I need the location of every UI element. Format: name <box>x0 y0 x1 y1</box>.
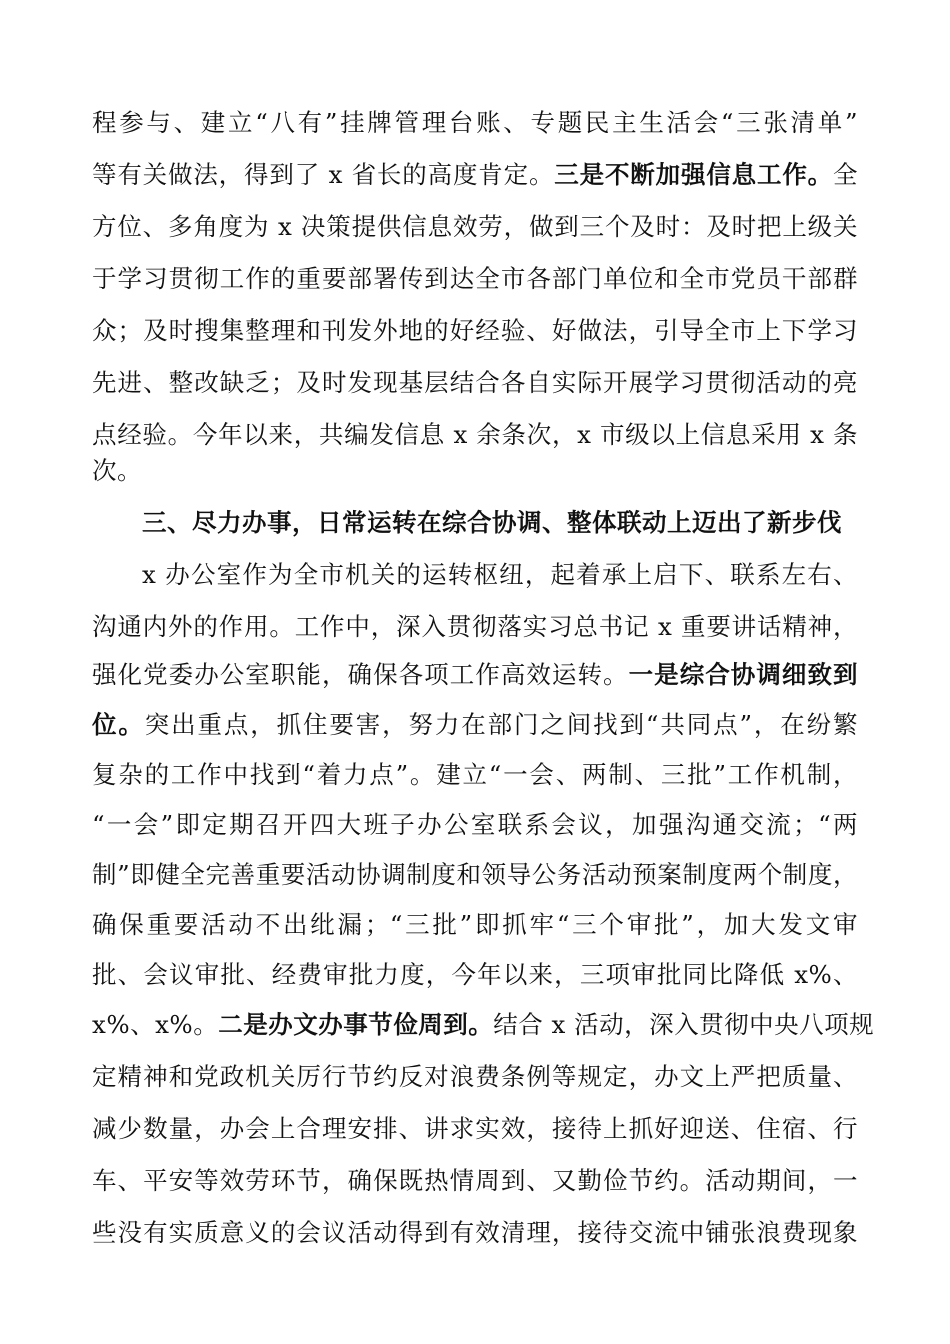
text-line: 次。 <box>92 456 142 485</box>
bold-key-point: 三是不断加强信息工作。 <box>554 160 833 189</box>
section-heading: 三、尽力办事，日常运转在综合协调、整体联动上迈出了新步伐 <box>142 508 842 537</box>
text-run: 强化党委办公室职能，确保各项工作高效运转。 <box>92 660 629 689</box>
text-line: 方位、多角度为 x 决策提供信息效劳，做到三个及时：及时把上级关 <box>92 212 858 241</box>
text-line: 减少数量，办会上合理安排、讲求实效，接待上抓好迎送、住宿、行 <box>92 1114 858 1143</box>
text-line: 些没有实质意义的会议活动得到有效清理，接待交流中铺张浪费现象 <box>92 1218 858 1247</box>
text-line <box>92 650 858 700</box>
bold-key-point: 位。 <box>92 710 145 739</box>
text-line: 定精神和党政机关厉行节约反对浪费条例等规定，办文上严把质量、 <box>92 1062 858 1091</box>
text-line: 程参与、建立“八有”挂牌管理台账、专题民主生活会“三张清单” <box>92 108 858 137</box>
bold-key-point: 一是综合协调细致到 <box>628 660 859 689</box>
text-line: 众；及时搜集整理和刊发外地的好经验、好做法，引导全市上下学习 <box>92 316 858 345</box>
text-run: x%、x%。 <box>92 1010 219 1039</box>
text-run: 突出重点，抓住要害，努力在部门之间找到“共同点”，在纷繁 <box>144 710 858 739</box>
text-line: 确保重要活动不出纰漏；“三批”即抓牢“三个审批”，加大发文审 <box>92 910 858 939</box>
text-line: 制”即健全完善重要活动协调制度和领导公务活动预案制度两个制度， <box>92 860 858 889</box>
bold-key-point: 二是办文办事节俭周到。 <box>218 1010 494 1039</box>
text-line: x 办公室作为全市机关的运转枢纽，起着承上启下、联系左右、 <box>142 560 858 589</box>
text-run: 等有关做法，得到了 x 省长的高度肯定。 <box>92 160 555 189</box>
text-line: 沟通内外的作用。工作中，深入贯彻落实习总书记 x 重要讲话精神， <box>92 612 858 641</box>
text-line <box>92 700 858 750</box>
text-line: 批、会议审批、经费审批力度，今年以来，三项审批同比降低 x%、 <box>92 960 858 989</box>
text-line: “一会”即定期召开四大班子办公室联系会议，加强沟通交流；“两 <box>92 810 858 839</box>
text-run: 结合 x 活动，深入贯彻中央八项规 <box>493 1010 875 1039</box>
text-line: 点经验。今年以来，共编发信息 x 余条次，x 市级以上信息采用 x 条 <box>92 420 858 449</box>
text-line <box>92 1000 875 1050</box>
text-line: 于学习贯彻工作的重要部署传到达全市各部门单位和全市党员干部群 <box>92 264 858 293</box>
text-line <box>92 150 858 200</box>
text-line: 车、平安等效劳环节，确保既热情周到、又勤俭节约。活动期间，一 <box>92 1166 858 1195</box>
text-line: 先进、整改缺乏；及时发现基层结合各自实际开展学习贯彻活动的亮 <box>92 368 858 397</box>
text-run: 全 <box>833 160 858 189</box>
text-line: 复杂的工作中找到“着力点”。建立“一会、两制、三批”工作机制， <box>92 760 858 789</box>
